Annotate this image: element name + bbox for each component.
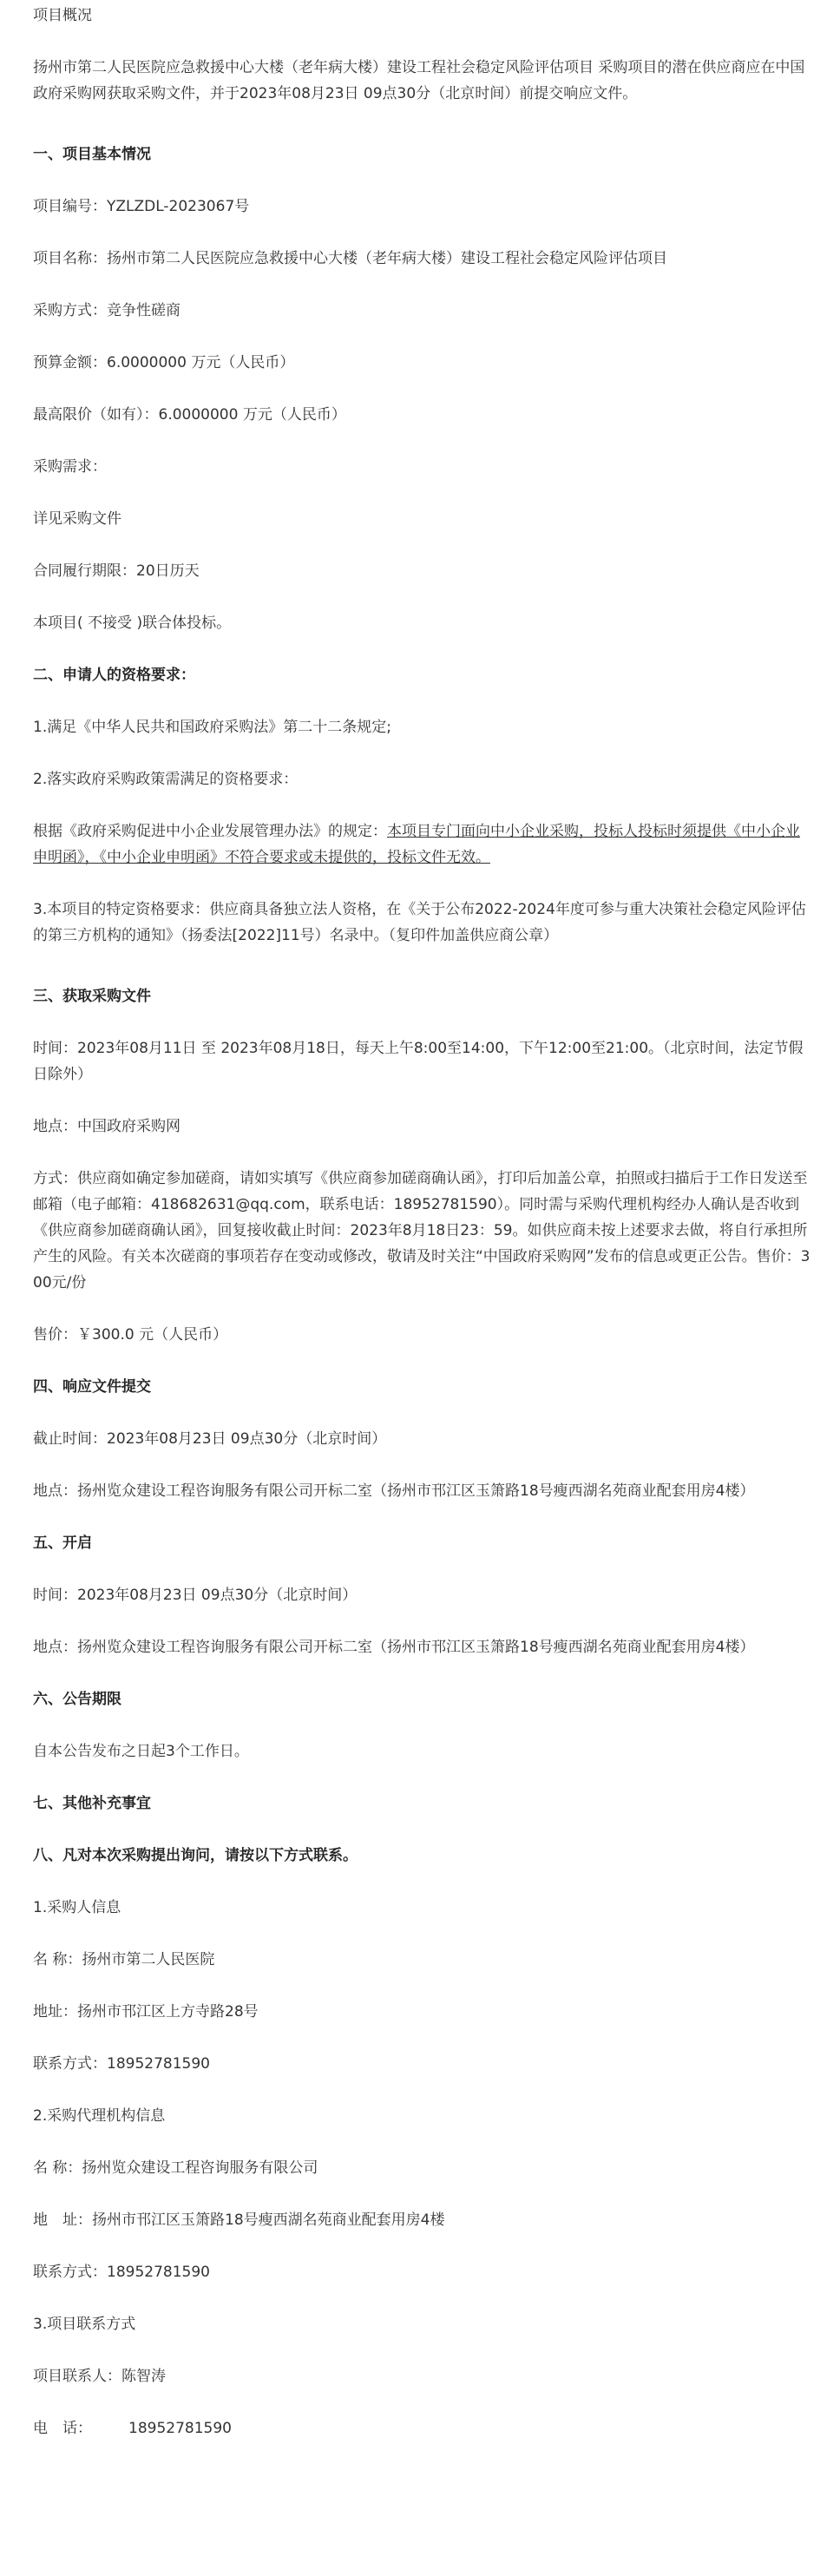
agent-address: 地 址：扬州市邗江区玉箫路18号瘦西湖名苑商业配套用房4楼 (33, 2211, 445, 2229)
acquire-method: 方式：供应商如确定参加磋商，请如实填写《供应商参加磋商确认函》，打印后加盖公章，拍照或扫描后于工作日发送至邮箱（电子邮箱：418682631@qq.com，联系电话：18952781590）。同时需与采购代理机构经办人确认是否收到《供应商参加磋商确认函》，回复接收截止时间：2023年8月18日23：59。如供应商未按上述要求去做，将自行承担所产生的风险。有关本次磋商的事项若存在变动或修改，敬请及时关注“中国政府采购网”发布的信息或更正公告。售价：300元/份 (33, 1170, 810, 1291)
agent-contact: 联系方式：18952781590 (33, 2264, 210, 2281)
qualification-item-3: 3.本项目的特定资格要求：供应商具备独立法人资格，在《关于公布2022-2024年度可参与重大决策社会稳定风险评估的第三方机构的通知》（扬委法[2022]11号）名录中。（复印件加盖供应商公章） (33, 901, 806, 944)
buyer-address: 地址：扬州市邗江区上方寺路28号 (33, 2003, 259, 2021)
notice-period: 自本公告发布之日起3个工作日。 (33, 1743, 249, 1760)
sme-policy-prefix: 根据《政府采购促进中小企业发展管理办法》的规定： (33, 823, 387, 840)
qualification-item-1: 1.满足《中华人民共和国政府采购法》第二十二条规定; (33, 719, 391, 736)
project-contact-phone (33, 2415, 814, 2441)
project-contact-person: 项目联系人：陈智涛 (33, 2368, 166, 2385)
acquire-time: 时间：2023年08月11日 至 2023年08月18日，每天上午8:00至14:00，下午12:00至21:00。（北京时间，法定节假日除外） (33, 1040, 804, 1083)
max-price: 最高限价（如有）：6.0000000 万元（人民币） (33, 406, 346, 424)
sme-policy-underlined: 本项目专门面向中小企业采购，投标人投标时须提供《中小企业申明函》，《中小企业申明函》不符合要求或未提供的，投标文件无效。 (33, 823, 800, 866)
project-contact-title: 3.项目联系方式 (33, 2316, 136, 2333)
buyer-contact: 联系方式：18952781590 (33, 2055, 210, 2073)
phone-value: 18952781590 (128, 2420, 232, 2437)
section2-heading: 二、申请人的资格要求： (33, 667, 195, 684)
section7-heading: 七、其他补充事宜 (33, 1795, 151, 1812)
section3-heading: 三、获取采购文件 (33, 988, 151, 1005)
opening-time: 时间：2023年08月23日 09点30分（北京时间） (33, 1587, 358, 1604)
consortium-note: 本项目( 不接受 )联合体投标。 (33, 614, 232, 632)
section4-heading: 四、响应文件提交 (33, 1378, 151, 1396)
demand-text: 详见采购文件 (33, 510, 121, 528)
procurement-method: 采购方式：竞争性磋商 (33, 302, 180, 319)
phone-label: 电 话： (33, 2420, 92, 2437)
demand-label: 采购需求： (33, 458, 107, 476)
submission-place: 地点：扬州览众建设工程咨询服务有限公司开标二室（扬州市邗江区玉箫路18号瘦西湖名苑商业配套用房4楼） (33, 1482, 755, 1500)
project-name: 项目名称：扬州市第二人民医院应急救援中心大楼（老年病大楼）建设工程社会稳定风险评估项目 (33, 250, 667, 267)
contract-period: 合同履行期限：20日历天 (33, 562, 200, 580)
overview-title: 项目概况 (33, 7, 92, 24)
buyer-name: 名 称：扬州市第二人民医院 (33, 1951, 215, 1968)
submission-deadline: 截止时间：2023年08月23日 09点30分（北京时间） (33, 1430, 387, 1448)
overview-text: 扬州市第二人民医院应急救援中心大楼（老年病大楼）建设工程社会稳定风险评估项目 采购项目的潜在供应商应在中国政府采购网获取采购文件，并于2023年08月23日 09点30分（北京时间）前提交响应文件。 (33, 59, 805, 102)
section1-heading: 一、项目基本情况 (33, 146, 151, 163)
section5-heading: 五、开启 (33, 1534, 92, 1552)
document-price: 售价：￥300.0 元（人民币） (33, 1326, 228, 1344)
budget-amount: 预算金额：6.0000000 万元（人民币） (33, 354, 295, 371)
agent-name: 名 称：扬州览众建设工程咨询服务有限公司 (33, 2159, 318, 2177)
acquire-place: 地点：中国政府采购网 (33, 1118, 180, 1135)
section6-heading: 六、公告期限 (33, 1691, 121, 1708)
opening-place: 地点：扬州览众建设工程咨询服务有限公司开标二室（扬州市邗江区玉箫路18号瘦西湖名苑商业配套用房4楼） (33, 1639, 755, 1656)
agent-info-title: 2.采购代理机构信息 (33, 2107, 166, 2125)
section8-heading: 八、凡对本次采购提出询问，请按以下方式联系。 (33, 1847, 358, 1864)
project-number: 项目编号：YZLZDL-2023067号 (33, 198, 250, 215)
sme-policy (33, 818, 814, 871)
qualification-item-2: 2.落实政府采购政策需满足的资格要求： (33, 771, 299, 788)
buyer-info-title: 1.采购人信息 (33, 1899, 121, 1916)
